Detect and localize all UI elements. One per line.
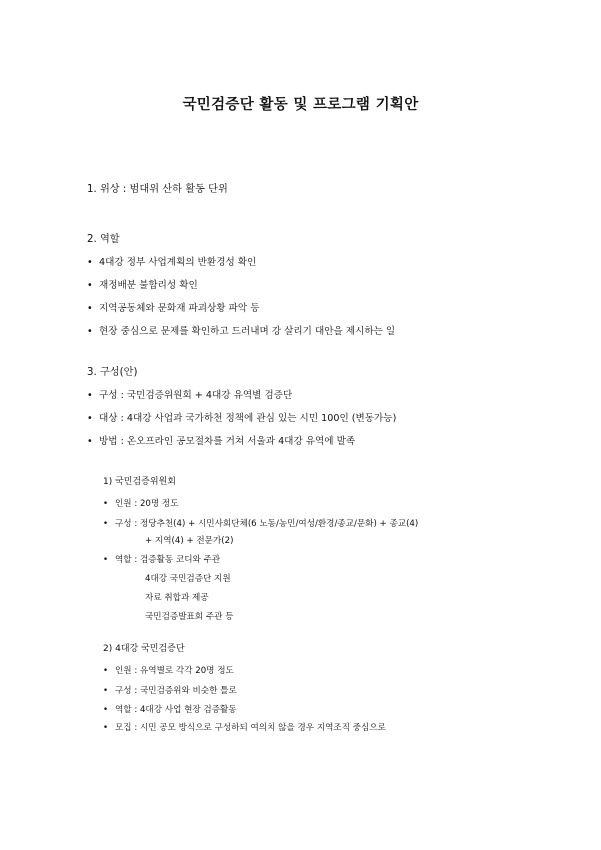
role-line: 국민검증발표회 주관 등 [145,612,234,622]
bullet-icon: • [103,723,109,733]
list-item [103,722,386,735]
bullet-icon: • [87,280,93,291]
list-item-text: 현장 중심으로 문제를 확인하고 드러내며 강 살리기 대안을 제시하는 일 [99,326,396,337]
bullet-icon: • [103,666,109,676]
list-item-text: 구성 : 국민검증위와 비슷한 틀로 [115,686,237,696]
bullet-icon: • [87,390,93,401]
list-item [87,325,395,338]
bullet-icon: • [87,436,93,447]
list-item [87,389,292,402]
list-item-text: 지역공동체와 문화재 파괴상황 파악 등 [99,303,260,314]
section-2-heading: 2. 역할 [87,234,120,245]
bullet-icon: • [87,413,93,424]
list-item-text: 재정배분 불합리성 확인 [99,280,198,291]
list-item-text: 인원 : 20명 정도 [115,499,179,509]
list-item-text: 방법 : 온오프라인 공모절차를 거쳐 서울과 4대강 유역에 발족 [99,436,356,447]
bullet-icon: • [103,705,109,715]
list-item [87,302,259,315]
list-item-text: 역할 : 검증활동 코디와 주관 [115,555,221,565]
list-item [103,554,220,567]
page-title: 국민검증단 활동 및 프로그램 기획안 [182,97,419,113]
role-line: 4대강 국민검증단 지원 [145,574,231,584]
section-1-heading: 1. 위상 : 범대위 산하 활동 단위 [87,184,228,195]
list-item [87,412,396,425]
list-item [103,665,234,678]
bullet-icon: • [103,555,109,565]
list-item-continuation: + 지역(4) + 전문가(2) [145,536,234,546]
list-item [103,704,237,717]
bullet-icon: • [87,303,93,314]
bullet-icon: • [103,686,109,696]
list-item [87,435,355,448]
list-item [103,685,237,698]
list-item-text: 대상 : 4대강 사업과 국가하천 정책에 관심 있는 시민 100인 (변동가능) [99,413,397,424]
subsection-1-heading: 1) 국민검증위원회 [103,477,176,487]
list-item-text: 인원 : 유역별로 각각 20명 정도 [115,666,234,676]
list-item-text: 구성 : 국민검증위원회 + 4대강 유역별 검증단 [99,390,293,401]
list-item-text: 모집 : 시민 공모 방식으로 구성하되 여의치 않을 경우 지역조직 중심으로 [115,723,386,733]
bullet-icon: • [87,257,93,268]
bullet-icon: • [103,499,109,509]
bullet-icon: • [87,326,93,337]
role-line: 자료 취합과 제공 [145,593,209,603]
subsection-2-heading: 2) 4대강 국민검증단 [103,644,185,654]
list-item [87,256,256,269]
section-3-heading: 3. 구성(안) [87,367,138,378]
bullet-icon: • [103,519,109,529]
list-item [103,498,179,511]
list-item-text: 역할 : 4대강 사업 현장 검증활동 [115,705,237,715]
list-item [103,518,418,531]
list-item [87,279,198,292]
list-item-text: 구성 : 정당추천(4) + 시민사회단체(6 노동/농민/여성/환경/종교/문화) + 종교(4) [115,519,419,529]
list-item-text: 4대강 정부 사업계획의 반환경성 확인 [99,257,257,268]
